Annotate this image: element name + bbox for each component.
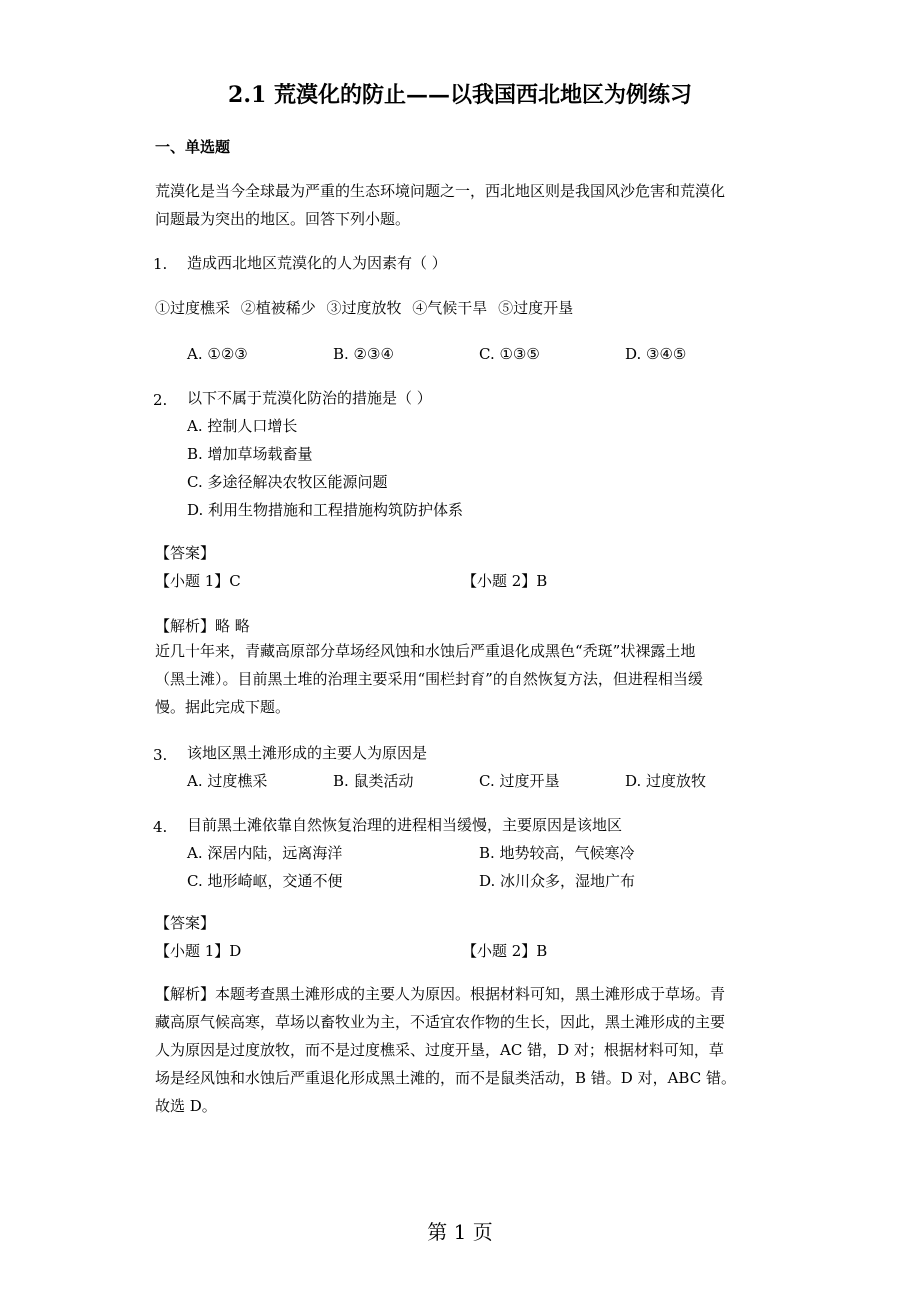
question-4-number: 4. <box>153 818 168 836</box>
q2-option-c: C. 多途径解决农牧区能源问题 <box>187 473 388 491</box>
analysis-2 <box>155 980 736 1120</box>
q2-option-b: B. 增加草场载畜量 <box>187 445 313 463</box>
analysis-2-line-5: 故选 D。 <box>155 1097 217 1115</box>
question-1-factors: ①过度樵采 ②植被稀少 ③过度放牧 ④气候干旱 ⑤过度开垦 <box>155 299 574 317</box>
q3-option-b: B. 鼠类活动 <box>333 772 414 790</box>
page-title: 2.1 荒漠化的防止——以我国西北地区为例练习 <box>228 82 692 108</box>
answer-1-sub-1: 【小题 1】C <box>155 572 241 590</box>
intro-1-line-2: 问题最为突出的地区。回答下列小题。 <box>155 210 411 228</box>
analysis-2-line-3: 人为原因是过度放牧，而不是过度樵采、过度开垦，AC 错，D 对；根据材料可知，草 <box>155 1041 724 1059</box>
answer-label-1: 【答案】 <box>155 544 216 562</box>
intro-2-line-1: 近几十年来，青藏高原部分草场经风蚀和水蚀后严重退化成黑色“秃斑”状裸露土地 <box>155 642 696 660</box>
question-2-number: 2. <box>153 391 168 409</box>
analysis-2-line-2: 藏高原气候高寒，草场以畜牧业为主，不适宜农作物的生长，因此，黑土滩形成的主要 <box>155 1013 726 1031</box>
answer-2-sub-2: 【小题 2】B <box>462 942 548 960</box>
q3-option-d: D. 过度放牧 <box>625 772 707 790</box>
intro-paragraph-1 <box>155 177 725 233</box>
q2-option-a: A. 控制人口增长 <box>187 417 298 435</box>
q4-option-d: D. 冰川众多，湿地广布 <box>479 872 636 890</box>
analysis-2-line-4: 场是经风蚀和水蚀后严重退化形成黑土滩的，而不是鼠类活动，B 错。D 对，ABC 错。 <box>155 1069 736 1087</box>
question-1-number: 1. <box>153 255 168 273</box>
question-3-number: 3. <box>153 746 168 764</box>
q4-option-b: B. 地势较高，气候寒冷 <box>479 844 635 862</box>
question-3-text: 该地区黑土滩形成的主要人为原因是 <box>187 744 428 762</box>
question-1-text: 造成西北地区荒漠化的人为因素有（ ） <box>187 254 447 272</box>
q4-option-c: C. 地形崎岖，交通不便 <box>187 872 343 890</box>
intro-1-line-1: 荒漠化是当今全球最为严重的生态环境问题之一，西北地区则是我国风沙危害和荒漠化 <box>155 182 726 200</box>
q1-option-c: C. ①③⑤ <box>479 345 540 363</box>
answer-2-sub-1: 【小题 1】D <box>155 942 242 960</box>
page-number-footer: 第 1 页 <box>427 1220 493 1244</box>
q3-option-a: A. 过度樵采 <box>187 772 268 790</box>
q1-option-a: A. ①②③ <box>187 345 248 363</box>
section-heading: 一、单选题 <box>155 138 231 156</box>
q2-option-d: D. 利用生物措施和工程措施构筑防护体系 <box>187 501 464 519</box>
intro-2-line-2: （黑土滩）。目前黑土堆的治理主要采用“围栏封育”的自然恢复方法，但进程相当缓 <box>155 670 703 688</box>
question-2-text: 以下不属于荒漠化防治的措施是（ ） <box>187 389 432 407</box>
answer-1-sub-2: 【小题 2】B <box>462 572 548 590</box>
answer-label-2: 【答案】 <box>155 914 216 932</box>
q3-option-c: C. 过度开垦 <box>479 772 560 790</box>
q1-option-b: B. ②③④ <box>333 345 394 363</box>
q1-option-d: D. ③④⑤ <box>625 345 687 363</box>
analysis-2-line-1: 【解析】本题考查黑土滩形成的主要人为原因。根据材料可知，黑土滩形成于草场。青 <box>155 985 726 1003</box>
question-4-text: 目前黑土滩依靠自然恢复治理的进程相当缓慢，主要原因是该地区 <box>187 816 623 834</box>
q4-option-a: A. 深居内陆，远离海洋 <box>187 844 343 862</box>
analysis-1: 【解析】略 略 <box>155 617 250 635</box>
intro-2-line-3: 慢。据此完成下题。 <box>155 698 291 716</box>
intro-paragraph-2 <box>155 637 703 721</box>
